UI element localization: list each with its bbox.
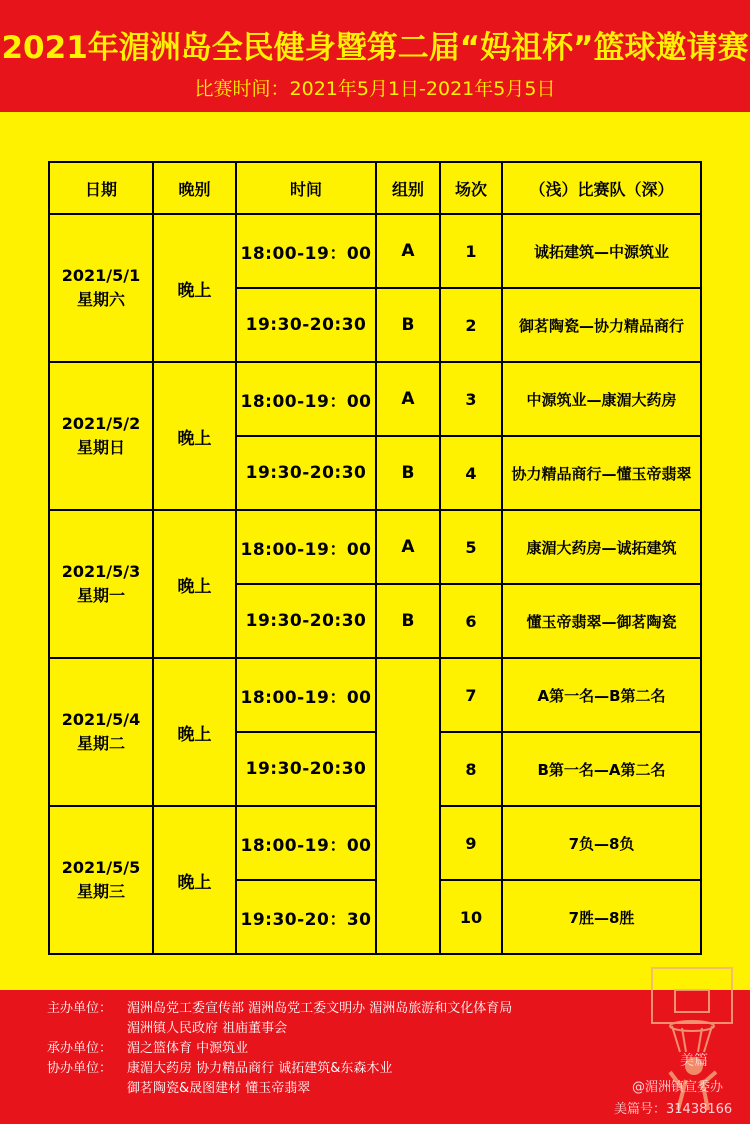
game-number-cell: 10 xyxy=(440,880,502,954)
date-text: 2021/5/3 xyxy=(61,562,141,581)
teams-cell: 御茗陶瓷—协力精品商行 xyxy=(502,288,701,362)
meipian-brand: 美篇 xyxy=(680,1053,708,1069)
column-header-date: 日期 xyxy=(49,162,153,214)
date-text: 2021/5/1 xyxy=(61,266,141,285)
organizer-label: 承办单位： xyxy=(47,1041,113,1056)
table-row xyxy=(49,806,701,880)
game-number-cell: 8 xyxy=(440,732,502,806)
table-row xyxy=(49,362,701,436)
game-number-cell: 5 xyxy=(440,510,502,584)
date-cell xyxy=(49,214,153,362)
match-period: 比赛时间：2021年5月1日-2021年5月5日 xyxy=(194,78,556,100)
night-cell: 晚上 xyxy=(153,214,236,362)
time-cell: 18:00-19：00 xyxy=(236,658,376,732)
time-cell: 19:30-20:30 xyxy=(236,436,376,510)
date-text: 2021/5/5 xyxy=(61,858,141,877)
watermark-author: @湄洲镇宣委办 xyxy=(632,1080,724,1095)
weekday-text: 星期日 xyxy=(76,438,125,457)
date-cell xyxy=(49,510,153,658)
group-cell-empty xyxy=(376,658,440,954)
time-cell: 18:00-19：00 xyxy=(236,510,376,584)
game-number-cell: 2 xyxy=(440,288,502,362)
night-cell: 晚上 xyxy=(153,806,236,954)
header-band xyxy=(0,0,750,112)
date-cell xyxy=(49,362,153,510)
column-header-group: 组别 xyxy=(376,162,440,214)
time-cell: 19:30-20:30 xyxy=(236,288,376,362)
teams-cell: B第一名—A第二名 xyxy=(502,732,701,806)
teams-cell: A第一名—B第二名 xyxy=(502,658,701,732)
organizer-row xyxy=(47,1039,512,1059)
date-text: 2021/5/4 xyxy=(61,710,141,729)
game-number-cell: 3 xyxy=(440,362,502,436)
column-header-teams: （浅）比赛队（深） xyxy=(502,162,701,214)
schedule-table xyxy=(48,161,702,955)
co-organizer-row-2: 御茗陶瓷&晟图建材 懂玉帝翡翠 xyxy=(127,1081,311,1096)
table-header-row xyxy=(49,162,701,214)
host-line: 湄洲岛党工委宣传部 湄洲岛党工委文明办 湄洲岛旅游和文化体育局 xyxy=(127,1001,513,1016)
teams-cell: 康湄大药房—诚拓建筑 xyxy=(502,510,701,584)
table-row xyxy=(49,214,701,288)
weekday-text: 星期一 xyxy=(76,586,125,605)
organizers-section xyxy=(47,999,512,1099)
host-label: 主办单位： xyxy=(47,1001,113,1016)
group-cell: A xyxy=(376,214,440,288)
night-cell: 晚上 xyxy=(153,510,236,658)
weekday-text: 星期六 xyxy=(76,290,125,309)
time-cell: 19:30-20:30 xyxy=(236,732,376,806)
teams-cell: 7胜—8胜 xyxy=(502,880,701,954)
time-cell: 18:00-19：00 xyxy=(236,362,376,436)
group-cell: B xyxy=(376,584,440,658)
teams-cell: 中源筑业—康湄大药房 xyxy=(502,362,701,436)
host-row-2: 湄洲镇人民政府 祖庙董事会 xyxy=(127,1021,288,1036)
column-header-night: 晚别 xyxy=(153,162,236,214)
co-organizer-label: 协办单位： xyxy=(47,1061,113,1076)
teams-cell: 协力精品商行—懂玉帝翡翠 xyxy=(502,436,701,510)
night-cell: 晚上 xyxy=(153,658,236,806)
game-number-cell: 7 xyxy=(440,658,502,732)
page-title: 2021年湄洲岛全民健身暨第二届“妈祖杯”篮球邀请赛 xyxy=(1,30,749,66)
host-row xyxy=(47,999,512,1019)
time-cell: 18:00-19：00 xyxy=(236,806,376,880)
game-number-cell: 1 xyxy=(440,214,502,288)
game-number-cell: 6 xyxy=(440,584,502,658)
date-text: 2021/5/2 xyxy=(61,414,141,433)
co-organizer-row xyxy=(47,1059,512,1079)
date-cell xyxy=(49,658,153,806)
column-header-time: 时间 xyxy=(236,162,376,214)
game-number-cell: 4 xyxy=(440,436,502,510)
teams-cell: 诚拓建筑—中源筑业 xyxy=(502,214,701,288)
teams-cell: 懂玉帝翡翠—御茗陶瓷 xyxy=(502,584,701,658)
night-cell: 晚上 xyxy=(153,362,236,510)
weekday-text: 星期二 xyxy=(76,734,125,753)
group-cell: B xyxy=(376,436,440,510)
co-organizer-line: 康湄大药房 协力精品商行 诚拓建筑&东森木业 xyxy=(127,1061,393,1076)
date-cell xyxy=(49,806,153,954)
weekday-text: 星期三 xyxy=(76,882,125,901)
group-cell: A xyxy=(376,510,440,584)
table-row xyxy=(49,510,701,584)
time-cell: 19:30-20:30 xyxy=(236,584,376,658)
game-number-cell: 9 xyxy=(440,806,502,880)
time-cell: 18:00-19：00 xyxy=(236,214,376,288)
group-cell: A xyxy=(376,362,440,436)
group-cell: B xyxy=(376,288,440,362)
table-row xyxy=(49,658,701,732)
organizer-line: 湄之篮体育 中源筑业 xyxy=(127,1041,249,1056)
time-cell: 19:30-20：30 xyxy=(236,880,376,954)
teams-cell: 7负—8负 xyxy=(502,806,701,880)
column-header-game-no: 场次 xyxy=(440,162,502,214)
watermark-id: 美篇号：31438166 xyxy=(614,1102,733,1117)
